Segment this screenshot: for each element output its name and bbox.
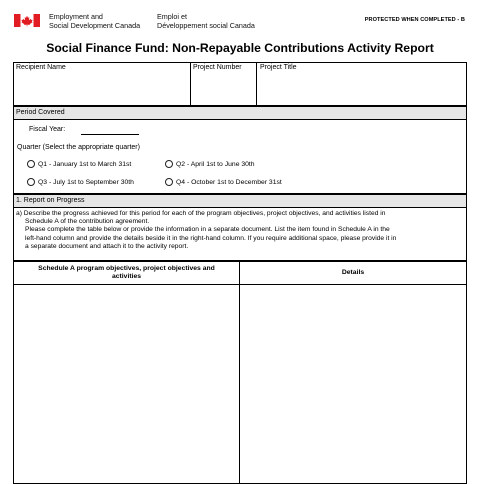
project-number-label: Project Number	[193, 64, 242, 71]
details-cell[interactable]	[239, 284, 467, 484]
canada-flag-icon	[14, 14, 40, 27]
q2-label: Q2 - April 1st to June 30th	[176, 161, 255, 168]
form-title: Social Finance Fund: Non-Repayable Contributions Activity Report	[46, 41, 434, 55]
instruction-line: Please complete the table below or provide the information in a separate document. List the item found in Schedule A in the	[25, 226, 390, 234]
fiscal-year-label: Fiscal Year:	[29, 126, 66, 133]
q1-radio[interactable]	[27, 160, 35, 168]
table-header-cell-2	[239, 261, 467, 285]
q1-label: Q1 - January 1st to March 31st	[38, 161, 132, 168]
dept-fr-line1: Emploi et	[157, 12, 187, 21]
q3-label: Q3 - July 1st to September 30th	[38, 179, 134, 186]
report-on-progress-header	[13, 194, 467, 208]
instruction-line: left-hand column and provide the details beside it in the right-hand column. If you require additional space, please provide it in	[25, 234, 397, 242]
protected-marking: PROTECTED WHEN COMPLETED - B	[364, 17, 465, 23]
recipient-name-field[interactable]	[14, 73, 189, 105]
dept-en-line2: Social Development Canada	[49, 20, 141, 30]
report-instructions	[16, 210, 466, 251]
dept-en-line1: Employment and	[49, 12, 103, 21]
project-title-label: Project Title	[260, 64, 297, 71]
q4-label: Q4 - October 1st to December 31st	[176, 179, 282, 186]
recipient-name-label: Recipient Name	[16, 64, 66, 71]
instruction-line: Schedule A of the contribution agreement.	[25, 218, 150, 226]
quarter-label: Quarter (Select the appropriate quarter)	[17, 144, 140, 151]
instruction-line: a separate document and attach it to the activity report.	[25, 242, 189, 250]
table-header-cell-1	[13, 261, 240, 285]
q4-radio[interactable]	[165, 178, 173, 186]
details-heading: Details	[341, 269, 365, 276]
instruction-line: a) Describe the progress achieved for this period for each of the program objectives, project objectives, and activities listed in	[16, 210, 386, 217]
fiscal-year-field[interactable]	[81, 134, 139, 135]
objectives-cell[interactable]	[13, 284, 240, 484]
period-covered-header	[13, 106, 467, 120]
dept-fr-line2: Développement social Canada	[157, 20, 255, 30]
period-covered-label: Period Covered	[16, 109, 65, 116]
department-name-french	[157, 13, 255, 30]
col1-heading-line2: activities	[111, 273, 142, 280]
col1-heading-line1: Schedule A program objectives, project objectives and	[38, 265, 215, 272]
q2-radio[interactable]	[165, 160, 173, 168]
project-title-field[interactable]	[257, 73, 466, 105]
report-on-progress-label: 1. Report on Progress	[16, 197, 85, 204]
department-name-english	[49, 13, 140, 30]
project-number-field[interactable]	[191, 73, 255, 105]
q3-radio[interactable]	[27, 178, 35, 186]
